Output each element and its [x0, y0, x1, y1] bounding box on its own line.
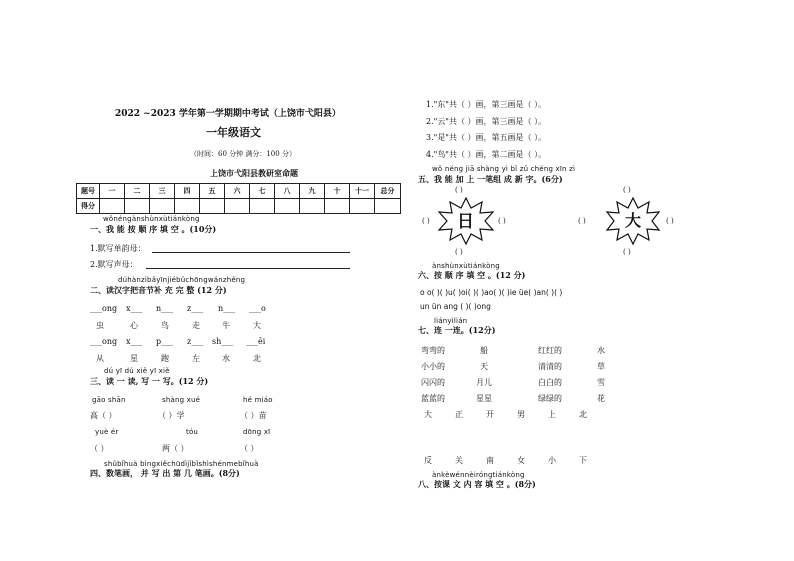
q2-row3-item[interactable]: ___ēi — [246, 337, 266, 346]
q2-row1-item[interactable]: x___ — [126, 304, 143, 313]
q5-title: 五、我 能 加 上 一笔组 成 新 字。(6分) — [418, 174, 563, 184]
q7-bottom-char[interactable]: 反 — [424, 456, 432, 465]
score-table-cell: 二 — [125, 184, 150, 199]
q2-row2-char: 牛 — [222, 321, 230, 330]
q8-title: 八、按课 文 内 容 填 空 。(8分) — [418, 479, 536, 489]
score-table — [76, 183, 401, 214]
q7-bottom-char[interactable]: 下 — [579, 456, 587, 465]
q4-item[interactable]: 3."是"共（ ）画，第五画是（ ）。 — [426, 133, 547, 142]
q8-pinyin: ànkèwénnèiróngtiánkòng — [432, 471, 525, 479]
q7-right-target[interactable]: 花 — [597, 394, 605, 403]
q5-blank[interactable]: ( ) — [666, 217, 674, 225]
q2-pinyin: dúhànzìbǎyīnjiébǔchōngwánzhěng — [118, 276, 246, 284]
q3-row2-pinyin: yuè ér — [95, 428, 119, 436]
score-table-cell: 一 — [100, 184, 125, 199]
score-table-cell: 十 — [325, 184, 350, 199]
q2-row2-char: 鸟 — [161, 321, 169, 330]
q3-row2-pinyin: tóu — [186, 428, 199, 436]
score-table-cell: 六 — [225, 184, 250, 199]
score-input-cell[interactable] — [100, 199, 125, 214]
q7-left-word[interactable]: 闪闪的 — [421, 378, 445, 387]
q7-top-char[interactable]: 北 — [579, 410, 587, 419]
subject-title: 一年级语文 — [206, 126, 261, 139]
score-table-score-row — [77, 199, 401, 214]
q7-bottom-char[interactable]: 小 — [548, 456, 556, 465]
q7-top-char[interactable]: 上 — [548, 410, 556, 419]
q2-row3-item[interactable]: p___ — [156, 337, 174, 346]
q3-row1-pinyin: hé miáo — [243, 396, 273, 404]
q5-blank[interactable]: ( ) — [498, 217, 506, 225]
q4-item[interactable]: 1."东"共（ ）画，第三画是（ ）。 — [426, 100, 547, 109]
q2-row4-char: 星 — [130, 354, 138, 363]
q2-row4-char: 从 — [96, 354, 104, 363]
q2-row1-item[interactable]: ___o — [249, 304, 266, 313]
q2-row3-item[interactable]: z___ — [187, 337, 204, 346]
q3-row1-pinyin: gāo shān — [92, 396, 126, 404]
q5-pinyin: wǒ néng jiā shàng yì bǐ zǔ chéng xīn zì — [432, 165, 576, 173]
score-input-cell[interactable] — [375, 199, 401, 214]
q2-row3-item[interactable]: sh___ — [212, 337, 234, 346]
q2-row1-item[interactable]: n___ — [156, 304, 174, 313]
q2-row1-item[interactable]: z___ — [187, 304, 204, 313]
q3-row2-answer[interactable]: 两（ ） — [162, 444, 189, 453]
q7-top-char[interactable]: 大 — [424, 410, 432, 419]
q6-pinyin: ànshùnxùtiánkòng — [432, 262, 500, 270]
q7-left-word[interactable]: 小小的 — [421, 362, 445, 371]
q6-row1[interactable]: o o( )( )u( )oi( )( )ao( )( )ie üe( )an( )( ) — [420, 288, 563, 297]
q2-row4-char: 跑 — [161, 354, 169, 363]
q7-right-word[interactable]: 白白的 — [538, 378, 562, 387]
time-score-info: （时间：60 分钟 满分：100 分） — [190, 150, 296, 158]
q7-left-target[interactable]: 船 — [480, 346, 488, 355]
score-table-header-row — [77, 184, 401, 199]
score-input-cell[interactable] — [250, 199, 275, 214]
score-table-cell: 七 — [250, 184, 275, 199]
q1-title: 一、我 能 按 顺 序 填 空 。(10分) — [90, 224, 217, 234]
q3-title: 三、读 一 读, 写 一 写。(12 分) — [90, 376, 209, 386]
score-table-cell: 三 — [150, 184, 175, 199]
q4-pinyin: shǔbǐhuà bìngxiěchūdìjǐbǐshìshénmebǐhuà — [104, 460, 259, 468]
score-input-cell[interactable] — [150, 199, 175, 214]
q7-right-target[interactable]: 水 — [597, 346, 605, 355]
q4-title: 四、数笔画， 并 写 出 第 几 笔画。(8分) — [90, 468, 240, 478]
q2-row4-char: 北 — [253, 354, 261, 363]
q3-row2-answer[interactable]: （ ） — [90, 444, 109, 453]
q5-blank[interactable]: ( ) — [455, 186, 463, 194]
q7-right-word[interactable]: 红红的 — [538, 346, 562, 355]
q3-row1-answer[interactable]: （ ）学 — [158, 411, 185, 420]
q3-pinyin: dú yī dú xiě yī xiě — [104, 367, 170, 375]
q7-right-target[interactable]: 雪 — [597, 378, 605, 387]
q2-row1-item[interactable]: n___ — [218, 304, 236, 313]
q7-top-char[interactable]: 男 — [517, 410, 525, 419]
q3-row1-answer[interactable]: （ ）苗 — [240, 411, 267, 420]
q1-item1-label: 1.默写单韵母： — [90, 244, 146, 253]
q3-row1-answer[interactable]: 高（ ） — [90, 411, 117, 420]
q7-bottom-char[interactable]: 关 — [455, 456, 463, 465]
q7-pinyin: liányilián — [434, 317, 468, 325]
score-table-cell: 四 — [175, 184, 200, 199]
q2-row2-char: 走 — [192, 321, 200, 330]
q7-bottom-char[interactable]: 女 — [517, 456, 525, 465]
q3-row2-pinyin: dōng xī — [243, 428, 271, 436]
score-input-cell[interactable] — [350, 199, 375, 214]
q1-item1-answer-line[interactable] — [152, 252, 350, 253]
q2-row2-char: 虫 — [96, 321, 104, 330]
q7-left-word[interactable]: 弯弯的 — [421, 346, 445, 355]
q7-top-char[interactable]: 正 — [455, 410, 463, 419]
score-table-cell: 总分 — [375, 184, 401, 199]
score-input-cell[interactable] — [175, 199, 200, 214]
q7-left-target[interactable]: 天 — [480, 362, 488, 371]
q2-row2-char: 心 — [130, 321, 138, 330]
score-input-cell[interactable] — [225, 199, 250, 214]
q2-row4-char: 左 — [192, 354, 200, 363]
q2-row2-char: 大 — [253, 321, 261, 330]
score-input-cell[interactable] — [325, 199, 350, 214]
q7-left-word[interactable]: 蓝蓝的 — [421, 394, 445, 403]
q7-right-target[interactable]: 草 — [597, 362, 605, 371]
q7-bottom-char[interactable]: 南 — [486, 456, 494, 465]
q7-right-word[interactable]: 清清的 — [538, 362, 562, 371]
q7-right-word[interactable]: 绿绿的 — [538, 394, 562, 403]
q5-blank[interactable]: ( ) — [623, 186, 631, 194]
q2-row4-char: 水 — [222, 354, 230, 363]
score-input-cell[interactable] — [200, 199, 225, 214]
score-table-cell: 九 — [300, 184, 325, 199]
q6-title: 六、按 顺 序 填 空 。(12 分) — [418, 270, 526, 280]
exam-title: 2022 ~2023 学年第一学期期中考试（上饶市弋阳县） — [115, 109, 341, 119]
score-input-cell[interactable] — [300, 199, 325, 214]
q7-top-char[interactable]: 开 — [486, 410, 494, 419]
q7-title: 七、连 一连。(12分) — [418, 325, 496, 335]
q5-char-da: 大 — [625, 211, 642, 230]
q6-row2[interactable]: un ün ang ( )( )ong — [420, 302, 491, 311]
score-table-cell: 五 — [200, 184, 225, 199]
q3-row1-pinyin: shàng xué — [162, 396, 201, 404]
q1-item2-label: 2.默写声母： — [90, 260, 138, 269]
score-table-cell: 得分 — [77, 199, 100, 214]
q1-pinyin: wǒnéngànshùnxùtiánkòng — [103, 215, 200, 223]
q2-title: 二、读汉字把音节补 充 完 整 (12 分) — [90, 285, 227, 295]
score-table-cell: 八 — [275, 184, 300, 199]
score-input-cell[interactable] — [125, 199, 150, 214]
setter-line: 上饶市弋阳县教研室命题 — [210, 168, 298, 178]
q4-item[interactable]: 4."鸟"共（ ）画，第二画是（ ）。 — [426, 150, 547, 159]
q7-left-target[interactable]: 月儿 — [476, 378, 492, 387]
q5-blank[interactable]: ( ) — [623, 248, 631, 256]
q3-row2-answer[interactable]: （ ） — [240, 444, 259, 453]
q5-blank[interactable]: ( ) — [422, 217, 430, 225]
q1-item2-answer-line[interactable] — [146, 268, 350, 269]
q7-left-target[interactable]: 星星 — [476, 394, 492, 403]
score-table-cell: 题号 — [77, 184, 100, 199]
q2-row3-item[interactable]: x___ — [126, 337, 143, 346]
q5-blank[interactable]: ( ) — [455, 248, 463, 256]
q4-item[interactable]: 2."云"共（ ）画，第三画是（ ）。 — [426, 117, 547, 126]
q2-row3-item[interactable]: ___ong — [90, 337, 118, 346]
q5-blank[interactable]: ( ) — [578, 217, 586, 225]
score-table-cell: 十一 — [350, 184, 375, 199]
score-input-cell[interactable] — [275, 199, 300, 214]
q2-row1-item[interactable]: ___ong — [90, 304, 118, 313]
q5-char-ri: 日 — [457, 212, 474, 232]
